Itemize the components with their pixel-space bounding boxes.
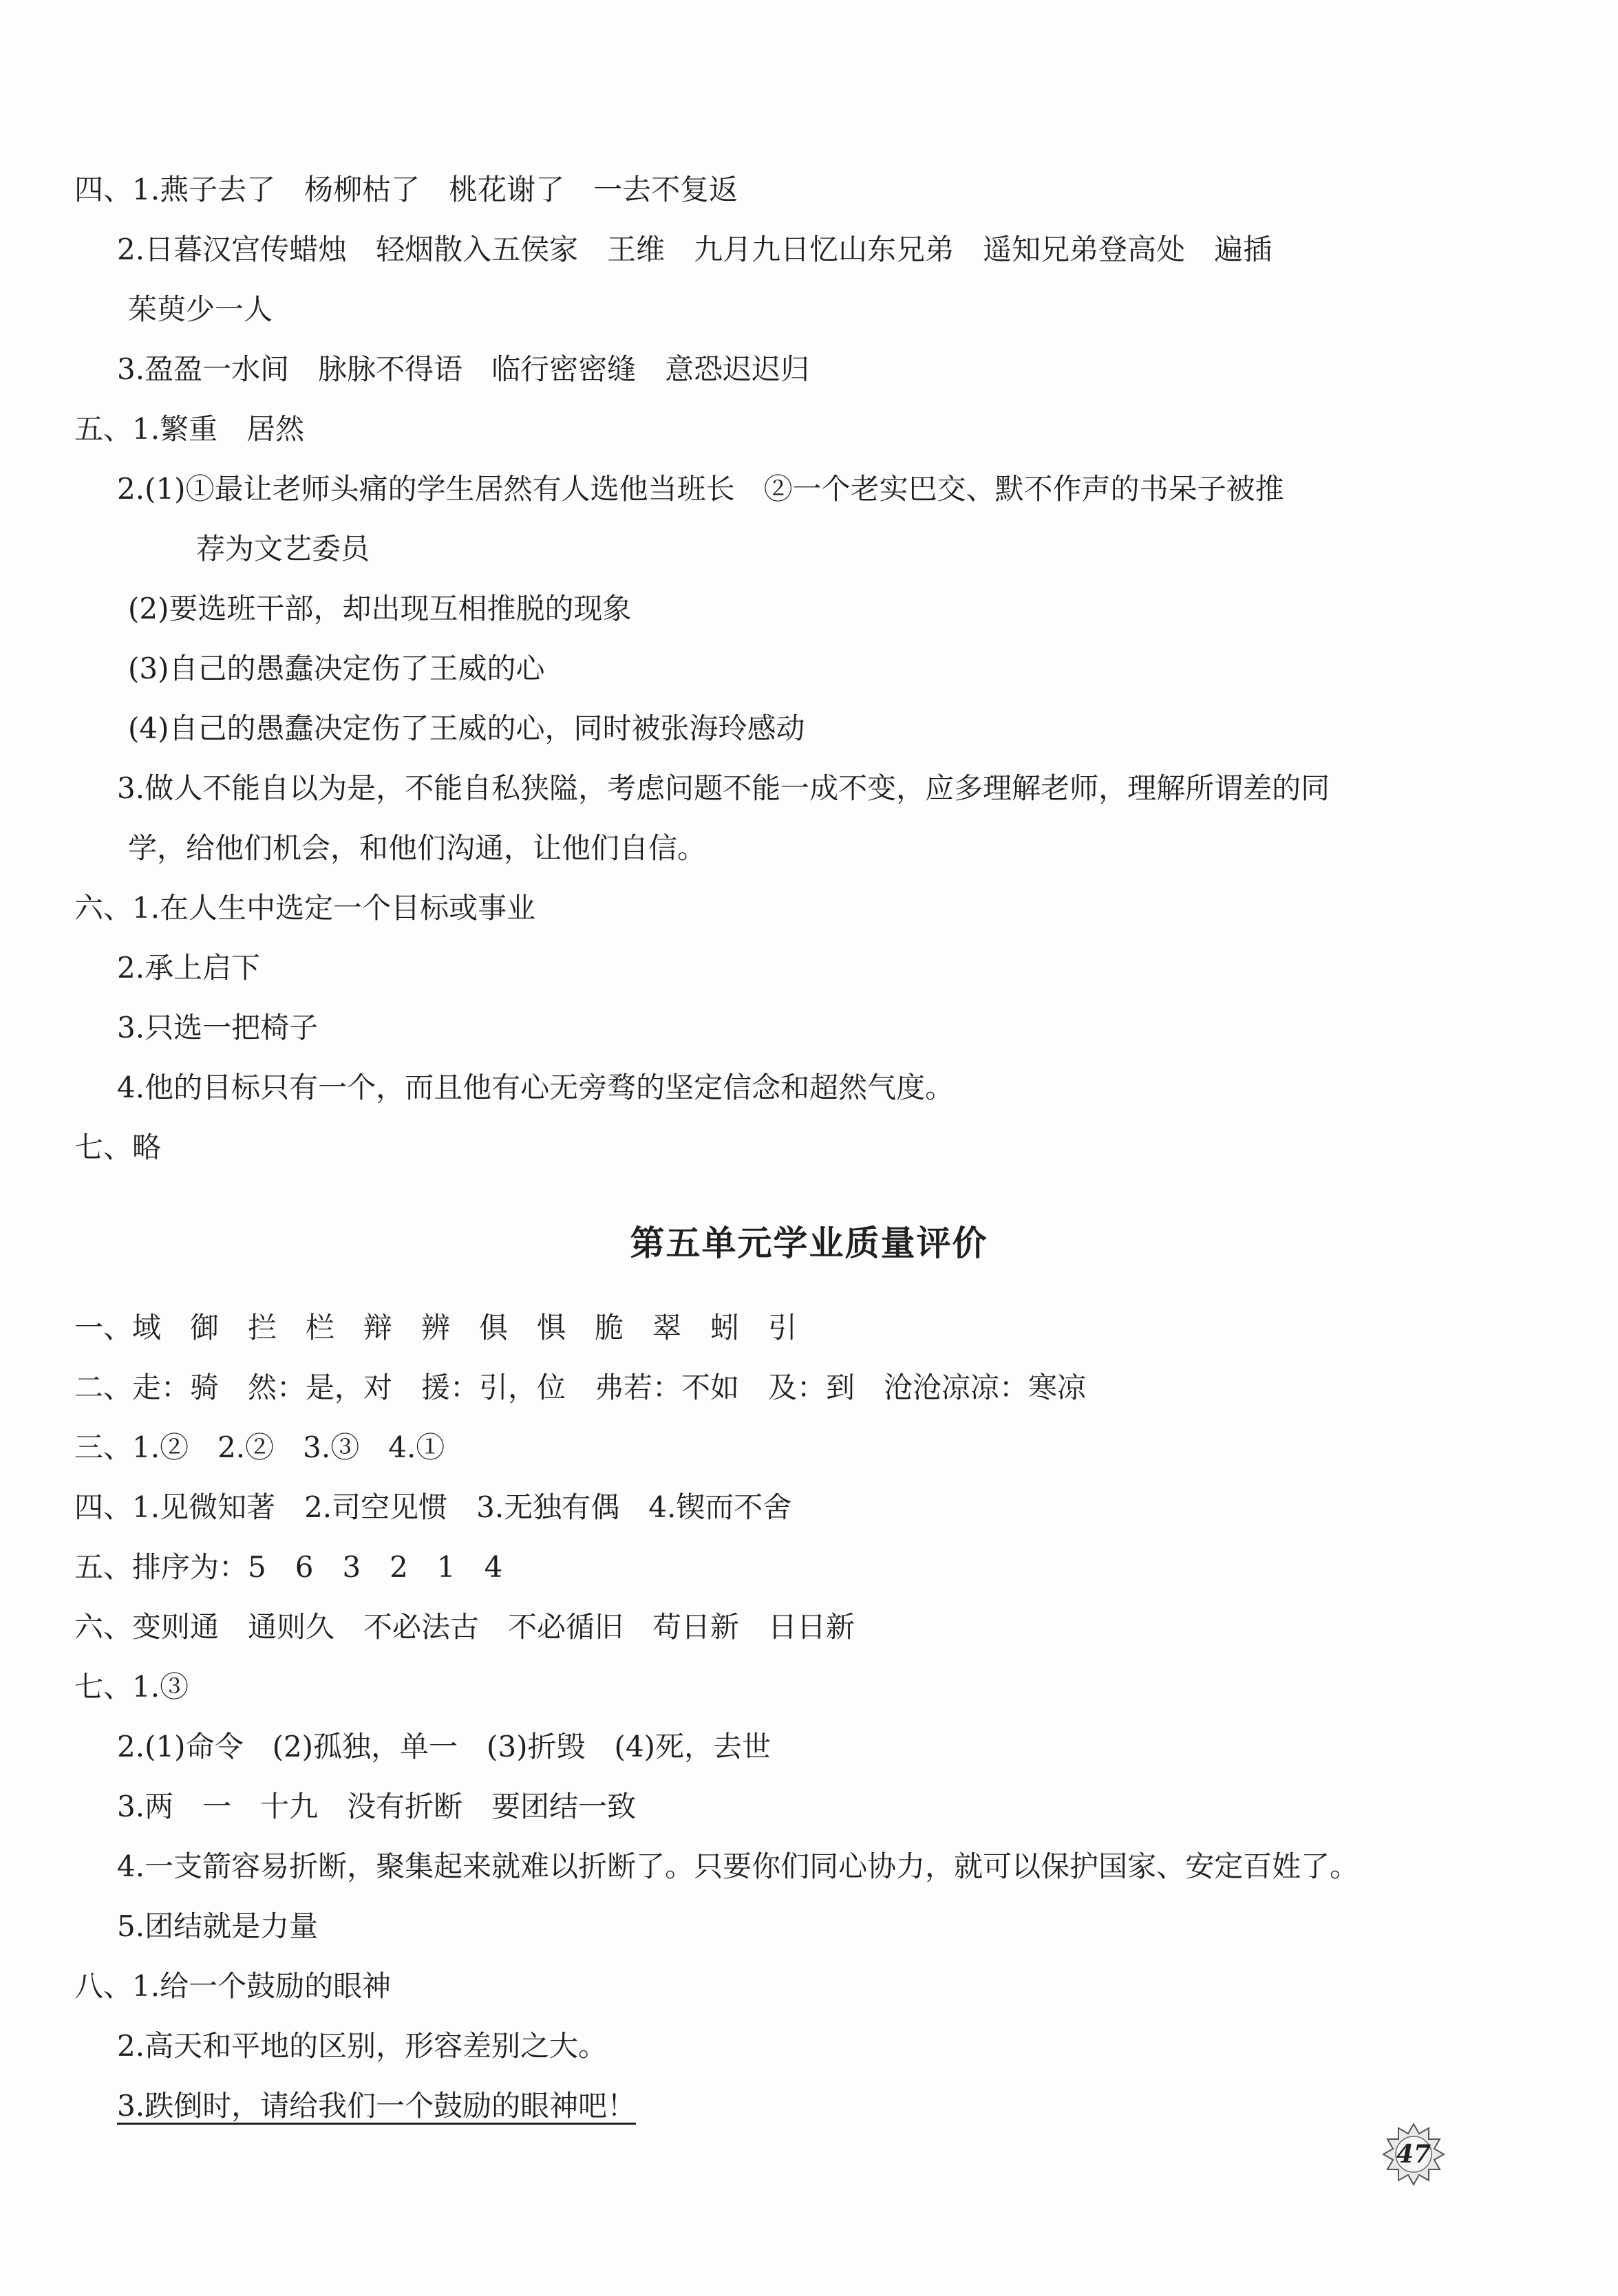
answer-line: 3.两 一 十九 没有折断 要团结一致 (117, 1790, 637, 1823)
answer-line: (4)自己的愚蠢决定伤了王威的心，同时被张海玲感动 (128, 711, 805, 745)
answer-line-underlined: 3.跌倒时，请给我们一个鼓励的眼神吧！ (117, 2089, 637, 2123)
answer-line: 五、排序为：5 6 3 2 1 4 (74, 1550, 503, 1584)
answer-line: 四、1.见微知著 2.司空见惯 3.无独有偶 4.锲而不舍 (74, 1490, 792, 1524)
answer-line: 五、1.繁重 居然 (74, 412, 305, 446)
answer-line: 八、1.给一个鼓励的眼神 (74, 1969, 392, 2003)
answer-line: 七、略 (74, 1130, 162, 1164)
answer-line: 2.高天和平地的区别，形容差别之大。 (117, 2029, 608, 2063)
answer-line: 荐为文艺委员 (196, 532, 370, 566)
answer-line: 2.日暮汉宫传蜡烛 轻烟散入五侯家 王维 九月九日忆山东兄弟 遥知兄弟登高处 遍插 (117, 233, 1273, 266)
answer-line: 四、1.燕子去了 杨柳枯了 桃花谢了 一去不复返 (74, 173, 738, 206)
section-title: 第五单元学业质量评价 (630, 1223, 988, 1263)
page-number: 47 (1396, 2140, 1431, 2169)
answer-line: 三、1.② 2.② 3.③ 4.① (74, 1430, 445, 1464)
answer-line: 4.一支箭容易折断，聚集起来就难以折断了。只要你们同心协力，就可以保护国家、安定百姓了。 (117, 1849, 1359, 1883)
answer-line: 2.(1)命令 (2)孤独，单一 (3)折毁 (4)死，去世 (117, 1730, 771, 1763)
answer-line: 4.他的目标只有一个，而且他有心无旁骛的坚定信念和超然气度。 (117, 1071, 955, 1104)
answer-line: 3.盈盈一水间 脉脉不得语 临行密密缝 意恐迟迟归 (117, 352, 810, 386)
answer-line: 茱萸少一人 (128, 292, 273, 326)
page-number-badge (1382, 2123, 1445, 2186)
answer-line: (3)自己的愚蠢决定伤了王威的心 (128, 652, 545, 685)
answer-line: 六、变则通 通则久 不必法古 不必循旧 苟日新 日日新 (74, 1610, 855, 1644)
answer-line: 七、1.③ (74, 1670, 189, 1704)
answer-line: 5.团结就是力量 (117, 1909, 319, 1943)
answer-line: 3.做人不能自以为是，不能自私狭隘，考虑问题不能一成不变，应多理解老师，理解所谓差的同 (117, 771, 1330, 805)
answer-line: 一、域 御 拦 栏 辩 辨 俱 惧 脆 翠 蚓 引 (74, 1311, 798, 1344)
answer-line: 六、1.在人生中选定一个目标或事业 (74, 891, 536, 925)
answer-line: 2.承上启下 (117, 951, 261, 985)
answer-line: 3.只选一把椅子 (117, 1011, 319, 1044)
answer-line: 2.(1)①最让老师头痛的学生居然有人选他当班长 ②一个老实巴交、默不作声的书呆子被推 (117, 472, 1284, 506)
answer-line: 二、走：骑 然：是，对 援：引，位 弗若：不如 及：到 沧沧凉凉：寒凉 (74, 1371, 1087, 1404)
answer-line: (2)要选班干部，却出现互相推脱的现象 (128, 592, 632, 625)
answer-line: 学，给他们机会，和他们沟通，让他们自信。 (128, 831, 707, 865)
